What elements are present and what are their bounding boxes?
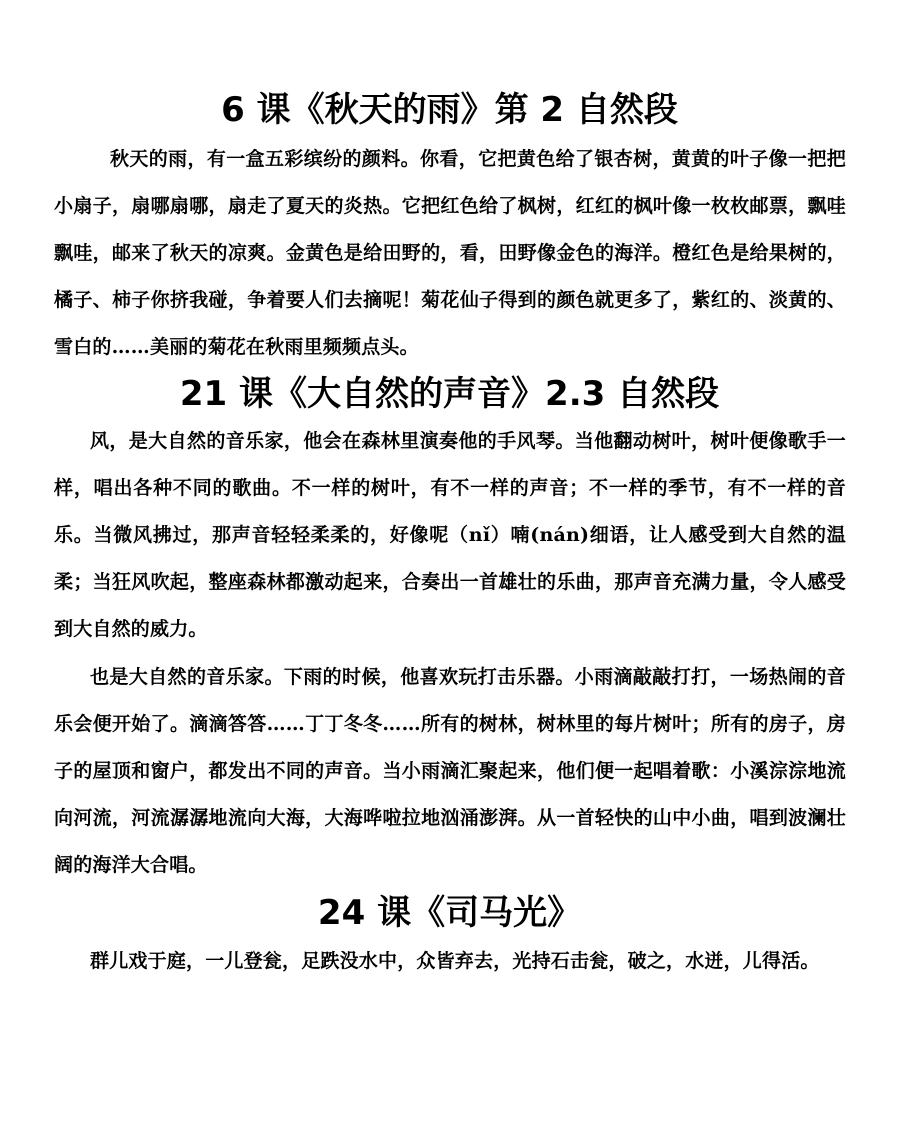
- section-heading-lesson-21: 21 课《大自然的声音》2.3 自然段: [179, 374, 720, 414]
- section-heading-lesson-6: 6 课《秋天的雨》第 2 自然段: [221, 90, 678, 130]
- paragraph-autumn-rain: 秋天的雨，有一盒五彩缤纷的颜料。你看，它把黄色给了银杏树，黄黄的叶子像一把把小扇子，扇哪扇哪，扇走了夏天的炎热。它把红色给了枫树，红红的枫叶像一枚枚邮票，飘哇飘哇，邮来了秋天的凉爽。金黄色是给田野的，看，田野像金色的海洋。橙红色是给果树的，橘子、柿子你挤我碰，争着要人们去摘呢！菊花仙子得到的颜色就更多了，紫红的、淡黄的、雪白的……美丽的菊花在秋雨里频频点头。: [54, 148, 846, 358]
- paragraph-rain-music: 也是大自然的音乐家。下雨的时候，他喜欢玩打击乐器。小雨滴敲敲打打，一场热闹的音乐会便开始了。滴滴答答……丁丁冬冬……所有的树林，树林里的每片树叶；所有的房子，房子的屋顶和窗户，都发出不同的声音。当小雨滴汇聚起来，他们便一起唱着歌：小溪淙淙地流向河流，河流潺潺地流向大海，大海哗啦拉地汹涌澎湃。从一首轻快的山中小曲，唱到波澜壮阔的海洋大合唱。: [54, 666, 846, 876]
- section-heading-lesson-24: 24 课《司马光》: [317, 893, 582, 933]
- paragraph-sima-guang: 群儿戏于庭，一儿登瓮，足跌没水中，众皆弃去，光持石击瓮，破之，水迸，儿得活。: [90, 950, 820, 972]
- paragraph-wind-music: 风，是大自然的音乐家，他会在森林里演奏他的手风琴。当他翻动树叶，树叶便像歌手一样，唱出各种不同的歌曲。不一样的树叶，有不一样的声音；不一样的季节，有不一样的音乐。当微风拂过，那声音轻轻柔柔的，好像呢（nǐ）喃(nán)细语，让人感受到大自然的温柔；当狂风吹起，整座森林都激动起来，合奏出一首雄壮的乐曲，那声音充满力量，令人感受到大自然的威力。: [54, 430, 846, 640]
